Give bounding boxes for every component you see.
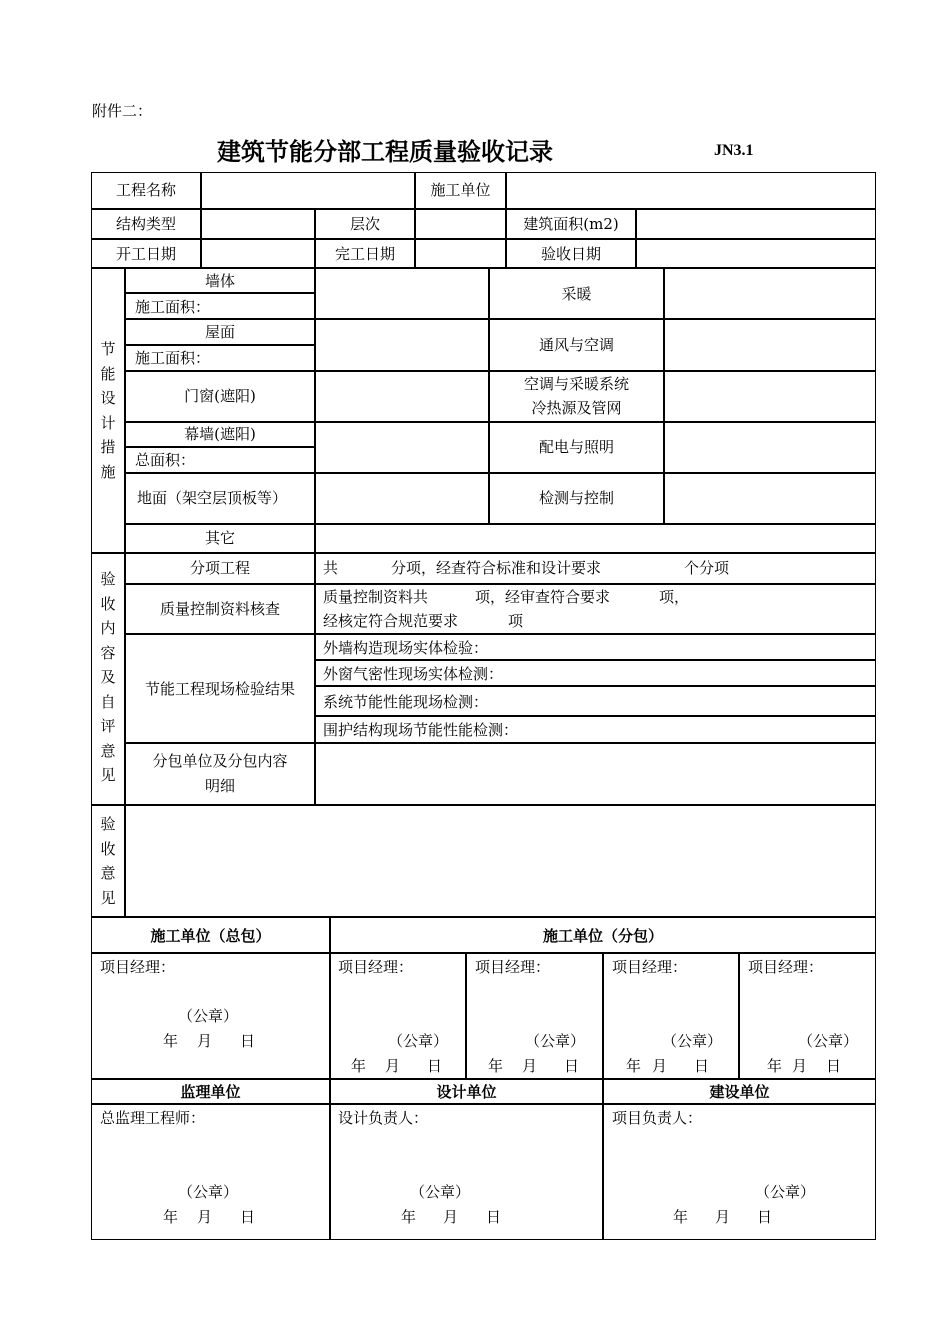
- chief-supervisor-label: 总监理工程师：: [100, 1109, 206, 1127]
- general-month: 月: [197, 1032, 213, 1050]
- power-lighting-label: 配电与照明: [538, 438, 614, 456]
- cell-finish-date-value[interactable]: [415, 239, 506, 268]
- test1-label: 外墙构造现场实体检验：: [323, 639, 489, 657]
- wall-label: 墙体: [204, 272, 235, 290]
- sub4-project-manager: 项目经理：: [748, 958, 824, 976]
- cell-roof-value[interactable]: [315, 319, 489, 371]
- sub-project-total: 共: [323, 559, 339, 577]
- supervision-year: 年: [163, 1208, 179, 1226]
- sub4-year: 年: [767, 1057, 783, 1075]
- other-label: 其它: [204, 529, 235, 547]
- cell-ventilation-value[interactable]: [664, 319, 876, 371]
- design-day: 日: [486, 1208, 502, 1226]
- sub4-day: 日: [826, 1057, 842, 1075]
- design-lead-label: 设计负责人：: [338, 1109, 429, 1127]
- sub3-project-manager: 项目经理：: [612, 958, 688, 976]
- qc-line2-b: 项: [508, 612, 524, 630]
- wall-area-label: 施工面积：: [135, 298, 211, 316]
- sub1-seal: （公章）: [388, 1032, 449, 1050]
- cell-opinion-value[interactable]: [125, 805, 876, 917]
- design-year: 年: [401, 1208, 417, 1226]
- subcontract-label-line2: 明细: [204, 777, 235, 795]
- owner-month: 月: [715, 1208, 731, 1226]
- sub1-month: 月: [385, 1057, 401, 1075]
- qc-line1-c: 项，: [659, 588, 690, 606]
- project-name-label: 工程名称: [115, 181, 176, 199]
- subcontractor-header: 施工单位（分包）: [542, 927, 663, 945]
- sub-project-count: 个分项: [684, 559, 730, 577]
- general-seal: （公章）: [178, 1007, 239, 1025]
- cell-structure-type-value[interactable]: [201, 209, 315, 239]
- building-area-label: 建筑面积(m2): [523, 215, 619, 233]
- sub-project-label: 分项工程: [189, 559, 250, 577]
- monitoring-label: 检测与控制: [538, 489, 614, 507]
- supervision-header: 监理单位: [180, 1083, 241, 1101]
- supervision-month: 月: [197, 1208, 213, 1226]
- acceptance-date-label: 验收日期: [540, 245, 601, 263]
- general-contractor-header: 施工单位（总包）: [150, 927, 271, 945]
- construction-unit-label: 施工单位: [430, 181, 491, 199]
- general-day: 日: [240, 1032, 256, 1050]
- cell-doors-windows-value[interactable]: [315, 371, 489, 422]
- general-project-manager: 项目经理：: [100, 958, 176, 976]
- cell-ac-heating-value[interactable]: [664, 371, 876, 422]
- total-area-label: 总面积：: [135, 451, 196, 469]
- test2-label: 外窗气密性现场实体检测：: [323, 665, 504, 683]
- ac-heating-label-line1: 空调与采暖系统: [523, 375, 629, 393]
- qc-line1-a: 质量控制资料共: [323, 588, 429, 606]
- ground-label: 地面（架空层顶板等）: [137, 489, 288, 507]
- owner-day: 日: [757, 1208, 773, 1226]
- cell-curtain-wall-value[interactable]: [315, 422, 489, 473]
- project-lead-label: 项目负责人：: [612, 1109, 703, 1127]
- sub3-month: 月: [652, 1057, 668, 1075]
- ventilation-label: 通风与空调: [538, 336, 614, 354]
- design-month: 月: [443, 1208, 459, 1226]
- cell-floors-value[interactable]: [415, 209, 506, 239]
- sub2-seal: （公章）: [525, 1032, 586, 1050]
- cell-monitoring-value[interactable]: [664, 473, 876, 524]
- general-year: 年: [163, 1032, 179, 1050]
- sub2-project-manager: 项目经理：: [475, 958, 551, 976]
- qc-line1-b: 项，经审查符合要求: [475, 588, 611, 606]
- floors-label: 层次: [349, 215, 380, 233]
- curtain-wall-label: 幕墙(遮阳): [184, 425, 256, 443]
- cell-start-date-value[interactable]: [201, 239, 315, 268]
- sub3-seal: （公章）: [662, 1032, 723, 1050]
- heating-label: 采暖: [561, 285, 592, 303]
- qc-line2-a: 经核定符合规范要求: [323, 612, 459, 630]
- roof-area-label: 施工面积：: [135, 349, 211, 367]
- qc-review-label: 质量控制资料核查: [159, 600, 280, 618]
- page-title: 建筑节能分部工程质量验收记录: [217, 138, 553, 166]
- owner-year: 年: [673, 1208, 689, 1226]
- sub4-seal: （公章）: [798, 1032, 859, 1050]
- roof-label: 屋面: [204, 323, 235, 341]
- attachment-label: 附件二：: [92, 102, 153, 120]
- supervision-day: 日: [240, 1208, 256, 1226]
- cell-building-area-value[interactable]: [636, 209, 876, 239]
- doors-windows-label: 门窗(遮阳): [184, 387, 256, 405]
- test3-label: 系统节能性能现场检测：: [323, 693, 489, 711]
- sub2-month: 月: [522, 1057, 538, 1075]
- site-test-label: 节能工程现场检验结果: [144, 680, 295, 698]
- cell-ground-value[interactable]: [315, 473, 489, 524]
- sub1-project-manager: 项目经理：: [338, 958, 414, 976]
- subcontract-label-line1: 分包单位及分包内容: [152, 752, 288, 770]
- sub1-year: 年: [351, 1057, 367, 1075]
- opinion-section-label: 验收意见: [100, 815, 116, 907]
- sub4-month: 月: [792, 1057, 808, 1075]
- form-code: JN3.1: [714, 142, 754, 159]
- cell-power-lighting-value[interactable]: [664, 422, 876, 473]
- owner-seal: （公章）: [755, 1183, 816, 1201]
- sub2-day: 日: [564, 1057, 580, 1075]
- cell-construction-unit-value[interactable]: [506, 172, 876, 209]
- finish-date-label: 完工日期: [334, 245, 395, 263]
- cell-acceptance-date-value[interactable]: [636, 239, 876, 268]
- supervision-seal: （公章）: [178, 1183, 239, 1201]
- cell-project-name-value[interactable]: [201, 172, 415, 209]
- acceptance-section-label: 验收内容及自评意见: [100, 570, 116, 784]
- cell-wall-value[interactable]: [315, 268, 489, 319]
- cell-subcontract-value[interactable]: [315, 743, 876, 805]
- start-date-label: 开工日期: [115, 245, 176, 263]
- measures-section-label: 节能设计措施: [100, 340, 116, 481]
- ac-heating-label-line2: 冷热源及管网: [531, 399, 622, 417]
- test4-label: 围护结构现场节能性能检测：: [323, 721, 519, 739]
- owner-header: 建设单位: [709, 1083, 770, 1101]
- sub1-day: 日: [427, 1057, 443, 1075]
- sub3-day: 日: [694, 1057, 710, 1075]
- cell-other-value[interactable]: [315, 524, 876, 553]
- sub3-year: 年: [626, 1057, 642, 1075]
- structure-type-label: 结构类型: [115, 215, 176, 233]
- sub2-year: 年: [488, 1057, 504, 1075]
- design-seal: （公章）: [410, 1183, 471, 1201]
- design-header: 设计单位: [436, 1083, 497, 1101]
- sub-project-items: 分项，经查符合标准和设计要求: [391, 559, 602, 577]
- cell-heating-value[interactable]: [664, 268, 876, 319]
